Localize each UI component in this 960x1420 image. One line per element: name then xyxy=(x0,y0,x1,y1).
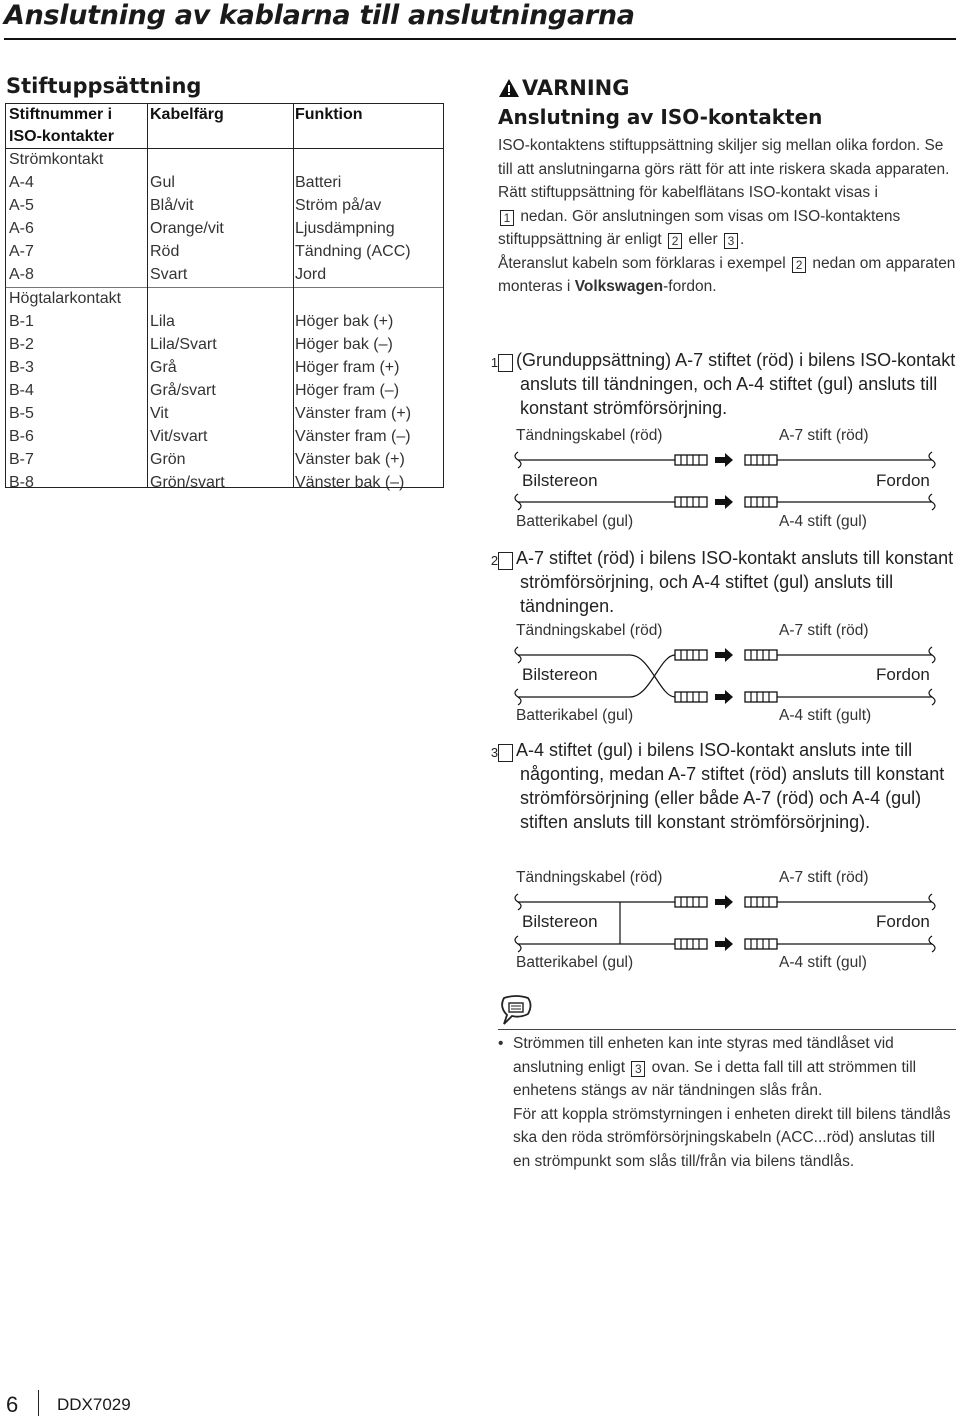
diagram-label: Fordon xyxy=(876,471,930,490)
diagram-label: A-7 stift (röd) xyxy=(779,427,869,444)
pin-row xyxy=(5,218,444,241)
warning-body xyxy=(498,134,956,299)
warning-text: nedan. Gör anslutningen som visas om ISO-kontaktens stiftuppsättning är enligt xyxy=(498,207,901,248)
pin-number-cell: B-8 xyxy=(9,474,34,491)
diagram-label: Bilstereon xyxy=(522,665,598,684)
pin-number-cell: B-4 xyxy=(9,382,34,399)
item-number-box: 2 xyxy=(498,552,513,570)
pin-table-divider xyxy=(147,103,148,488)
pin-table xyxy=(5,103,444,495)
connector-icon xyxy=(745,939,777,949)
diagram-label: Fordon xyxy=(876,912,930,931)
pin-number-cell: B-5 xyxy=(9,405,34,422)
title-rule xyxy=(4,38,956,40)
diagram-label: A-4 stift (gul) xyxy=(779,513,867,530)
pin-row xyxy=(5,472,444,495)
function-cell: Höger bak (–) xyxy=(295,336,393,353)
wiring-diagram-2 xyxy=(510,640,940,710)
cable-color-cell: Orange/vit xyxy=(150,220,224,237)
connector-icon xyxy=(745,897,777,907)
cable-color-cell: Röd xyxy=(150,243,180,260)
pin-table-header: Stiftnummer i ISO-kontakter xyxy=(5,103,146,149)
function-cell: Vänster bak (+) xyxy=(295,451,405,468)
function-cell: Höger fram (+) xyxy=(295,359,400,376)
diagram-label: Tändningskabel (röd) xyxy=(516,869,663,886)
function-cell: Ljusdämpning xyxy=(295,220,395,237)
pin-row xyxy=(5,195,444,218)
warning-heading xyxy=(498,76,629,100)
pin-table-divider xyxy=(293,103,294,488)
connector-icon xyxy=(745,692,777,702)
warning-text: -fordon. xyxy=(663,278,717,295)
diagram-label: Batterikabel (gul) xyxy=(516,513,634,530)
pin-number-cell: B-3 xyxy=(9,359,34,376)
pin-section-heading: Stiftuppsättning xyxy=(6,74,202,98)
connector-icon xyxy=(745,497,777,507)
ref-box-3: 3 xyxy=(724,233,738,249)
pin-row xyxy=(5,426,444,449)
function-cell: Jord xyxy=(291,264,444,288)
ref-box-1: 1 xyxy=(500,210,514,226)
pin-number-cell: A-5 xyxy=(9,197,34,214)
pin-row xyxy=(5,403,444,426)
pin-table-header: Kabelfärg xyxy=(146,103,291,149)
warning-text: Rätt stiftuppsättning för kabelflätans ISO-kontakt visas i xyxy=(498,184,878,201)
wiring-item-2 xyxy=(490,546,956,618)
wiring-item-3 xyxy=(490,738,956,834)
cable-color-cell: Grå xyxy=(150,359,177,376)
diagram-label: Bilstereon xyxy=(522,471,598,490)
connector-icon xyxy=(675,939,707,949)
cable-color-cell: Vit xyxy=(150,405,169,422)
diagram-label: Bilstereon xyxy=(522,912,598,931)
item-number-box: 1 xyxy=(498,354,513,372)
connector-icon xyxy=(675,897,707,907)
arrow-icon xyxy=(715,690,733,704)
note-text: För att koppla strömstyrningen i enheten direkt till bilens tändlås ska den röda strömförsörjningskabeln (ACC...röd) anslutas till en strömpunkt som slås till/från via bilens tändlås. xyxy=(513,1105,951,1170)
cable-color-cell: Gul xyxy=(150,174,175,191)
pin-number-cell: B-7 xyxy=(9,451,34,468)
function-cell: Batteri xyxy=(295,174,342,191)
cable-color-cell: Lila xyxy=(150,313,175,330)
pin-number-cell: A-7 xyxy=(9,243,34,260)
connector-icon xyxy=(745,455,777,465)
pin-group-label: Strömkontakt xyxy=(9,151,104,168)
pin-row xyxy=(5,380,444,403)
ref-box-3: 3 xyxy=(631,1061,645,1077)
pin-number-cell: B-1 xyxy=(9,313,34,330)
function-cell: Tändning (ACC) xyxy=(295,243,411,260)
note-text: Strömmen till enheten kan inte styras med tändlåset vid anslutning enligt xyxy=(513,1035,894,1076)
bullet-marker: • xyxy=(498,1035,504,1052)
pin-row xyxy=(5,357,444,380)
pin-row xyxy=(5,334,444,357)
pin-group-row xyxy=(5,288,444,312)
warning-subheading: Anslutning av ISO-kontakten xyxy=(498,105,823,129)
wiring-diagram-3 xyxy=(510,887,940,957)
diagram-label: Tändningskabel (röd) xyxy=(516,622,663,639)
note-icon xyxy=(498,995,534,1027)
pin-number-cell: B-2 xyxy=(9,336,34,353)
pin-group-label: Högtalarkontakt xyxy=(9,290,122,307)
cable-color-cell: Blå/vit xyxy=(150,197,194,214)
arrow-icon xyxy=(715,453,733,467)
diagram-label: A-7 stift (röd) xyxy=(779,622,869,639)
warning-icon xyxy=(498,78,520,98)
arrow-icon xyxy=(715,895,733,909)
note-body xyxy=(498,1029,956,1173)
function-cell: Ström på/av xyxy=(295,197,382,214)
pin-table-header-row xyxy=(5,103,444,149)
ref-box-2: 2 xyxy=(668,233,682,249)
diagram-label: A-4 stift (gul) xyxy=(779,954,867,971)
cable-color-cell: Grön/svart xyxy=(150,474,225,491)
cable-color-cell: Svart xyxy=(146,264,291,288)
warning-label: VARNING xyxy=(522,76,630,100)
diagram-label: Fordon xyxy=(876,665,930,684)
item-text: A-7 stiftet (röd) i bilens ISO-kontakt ansluts till konstant strömförsörjning, och A-4 stiftet (gul) ansluts till tändningen. xyxy=(516,548,954,616)
diagram-label: A-4 stift (gult) xyxy=(779,707,872,724)
function-cell: Vänster bak (–) xyxy=(295,474,405,491)
pin-row xyxy=(5,311,444,334)
warning-paragraph: ISO-kontaktens stiftuppsättning skiljer sig mellan olika fordon. Se till att anslutningarna görs rätt för att inte riskera skada apparaten. xyxy=(498,137,950,178)
pin-row xyxy=(5,449,444,472)
pin-number-cell: A-8 xyxy=(5,264,146,288)
pin-group-row xyxy=(5,149,444,173)
pin-number-cell: B-6 xyxy=(9,428,34,445)
connector-icon xyxy=(675,692,707,702)
arrow-icon xyxy=(715,937,733,951)
item-number-box: 3 xyxy=(498,744,513,762)
warning-text: eller xyxy=(688,231,718,248)
function-cell: Vänster fram (–) xyxy=(295,428,411,445)
item-text: (Grunduppsättning) A-7 stiftet (röd) i bilens ISO-kontakt ansluts till tändningen, och A-4 stiftet (gul) ansluts till konstant strömförsörjning. xyxy=(516,350,956,418)
connector-icon xyxy=(675,650,707,660)
model-name: DDX7029 xyxy=(57,1395,131,1414)
page-title: Anslutning av kablarna till anslutningarna xyxy=(4,0,635,31)
arrow-icon xyxy=(715,648,733,662)
pin-table-header: Funktion xyxy=(291,103,444,149)
connector-icon xyxy=(675,455,707,465)
pin-row xyxy=(5,172,444,195)
cable-color-cell: Grå/svart xyxy=(150,382,216,399)
diagram-label: Tändningskabel (röd) xyxy=(516,427,663,444)
diagram-label: Batterikabel (gul) xyxy=(516,707,634,724)
footer-divider xyxy=(38,1390,39,1416)
pin-number-cell: A-6 xyxy=(9,220,34,237)
diagram-label: A-7 stift (röd) xyxy=(779,869,869,886)
diagram-label: Batterikabel (gul) xyxy=(516,954,634,971)
ref-box-2: 2 xyxy=(792,257,806,273)
connector-icon xyxy=(745,650,777,660)
warning-text: nedan om apparaten monteras i xyxy=(498,254,956,295)
warning-paragraph xyxy=(498,252,956,299)
connector-icon xyxy=(675,497,707,507)
wiring-diagram-1 xyxy=(510,445,940,515)
page-number: 6 xyxy=(6,1392,19,1417)
item-text: A-4 stiftet (gul) i bilens ISO-kontakt ansluts inte till någonting, medan A-7 stiftet (röd) ansluts till konstant strömförsörjning (eller både A-7 (röd) och A-4 (gul) stiften ansluts till konstant strömförsörjning). xyxy=(516,740,945,832)
cable-color-cell: Grön xyxy=(150,451,186,468)
cable-color-cell: Lila/Svart xyxy=(150,336,217,353)
pin-number-cell: A-4 xyxy=(9,174,34,191)
function-cell: Höger bak (+) xyxy=(295,313,394,330)
function-cell: Höger fram (–) xyxy=(295,382,400,399)
warning-paragraph: Rätt stiftuppsättning för kabelflätans ISO-kontakt visas i 1 nedan. Gör anslutningen som visas om ISO-kontaktens stiftuppsättning är enligt 2 eller 3 . xyxy=(498,184,901,248)
arrow-icon xyxy=(715,495,733,509)
warning-text: Återanslut kabeln som förklaras i exempel xyxy=(498,254,786,272)
pin-row xyxy=(5,264,444,288)
wiring-item-1 xyxy=(490,348,956,420)
function-cell: Vänster fram (+) xyxy=(295,405,412,422)
cable-color-cell: Vit/svart xyxy=(150,428,208,445)
pin-row xyxy=(5,241,444,264)
note-text: ovan. Se i detta fall till att strömmen till enhetens stängs av när tändningen slås från. xyxy=(513,1058,917,1099)
warning-bold-text: Volkswagen xyxy=(574,278,664,295)
